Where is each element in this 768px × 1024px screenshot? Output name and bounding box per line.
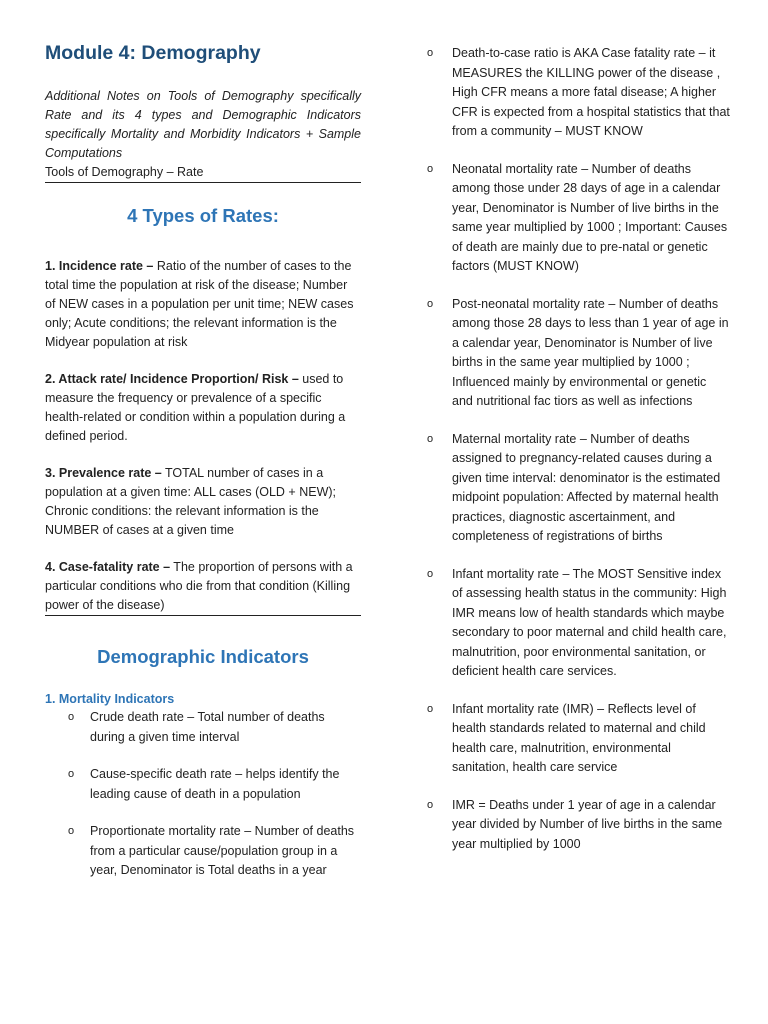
list-item-text: Post-neonatal mortality rate – Number of deaths among those 28 days to less than 1 year of age in a calendar year, Denominator is Number of live births in the same year multiplied by 1000 ; Influenced mainly by environmental or genetic and nutritional fac tiors as well as infections: [452, 296, 729, 408]
bullet-icon: o: [427, 702, 434, 715]
rate-term: 4. Case-fatality rate –: [45, 560, 171, 574]
rate-text: used to measure the frequency or prevalence of a specific health-related or condition within a population during a defined period.: [45, 372, 346, 443]
list-item: [420, 44, 730, 142]
list-item: [45, 708, 361, 747]
right-column: [420, 44, 730, 872]
rate-term: 1. Incidence rate –: [45, 259, 154, 273]
rates-list: [45, 257, 361, 616]
bullet-icon: o: [427, 432, 434, 445]
bullet-icon: o: [427, 798, 434, 811]
bullet-icon: o: [427, 567, 434, 580]
mortality-indicators-heading: 1. Mortality Indicators: [45, 692, 175, 706]
rate-text: Ratio of the number of cases to the total time the population at risk of the disease; Number of NEW cases in a population per unit time; NEW cases only; Acute conditions; the relevant information is the Midyear population at risk: [45, 259, 354, 349]
rate-term: 2. Attack rate/ Incidence Proportion/ Risk –: [45, 372, 299, 386]
bullet-icon: o: [68, 768, 75, 780]
mortality-list-right: [420, 44, 730, 854]
list-item-text: Cause-specific death rate – helps identify the leading cause of death in a population: [90, 767, 340, 801]
rate-case-fatality: [45, 558, 361, 616]
list-item-text: Maternal mortality rate – Number of deaths assigned to pregnancy-related causes during a given time interval: denominator is the estimated midpoint population: Affected by maternal health practices, diagnostic ascertainment, and completeness of registrations of births: [452, 431, 721, 543]
left-column: [45, 42, 361, 899]
rate-incidence: [45, 257, 361, 352]
module-title: Module 4: Demography: [45, 42, 261, 64]
tools-line: Tools of Demography – Rate: [45, 163, 361, 183]
bullet-icon: o: [68, 825, 75, 837]
list-item: [420, 430, 730, 547]
bullet-icon: o: [427, 162, 434, 175]
list-item: [420, 160, 730, 277]
rate-text: The proportion of persons with a particular conditions who die from that condition (Killing power of the disease): [45, 560, 353, 612]
mortality-list-left: [45, 708, 361, 881]
bullet-icon: o: [427, 297, 434, 310]
intro-paragraph: Additional Notes on Tools of Demography specifically Rate and its 4 types and Demographic Indicators specifically Mortality and Morbidity Indicators + Sample Computations: [45, 89, 361, 160]
list-item: [45, 822, 361, 881]
bullet-icon: o: [68, 711, 75, 723]
list-item-text: IMR = Deaths under 1 year of age in a calendar year divided by Number of live births in the same year multiplied by 1000: [452, 797, 723, 851]
list-item-text: Crude death rate – Total number of deaths during a given time interval: [90, 710, 325, 744]
list-item-text: Neonatal mortality rate – Number of deaths among those under 28 days of age in a calendar year, Denominator is Number of live births in the same year multiplied by 1000 ; Important: Causes of death are mainly due to pre-natal or genetic factors (MUST KNOW): [452, 161, 728, 273]
list-item: [420, 700, 730, 778]
rate-term: 3. Prevalence rate –: [45, 466, 162, 480]
bullet-icon: o: [427, 47, 434, 59]
rate-prevalence: [45, 464, 361, 540]
rate-attack: [45, 370, 361, 446]
list-item-text: Infant mortality rate – The MOST Sensitive index of assessing health status in the community: High IMR means low of health standards which maybe secondary to poor maternal and child health care, malnutrition, poor environmental sanitation, or deficient health care services.: [452, 566, 727, 678]
list-item: [420, 295, 730, 412]
list-item: [420, 796, 730, 855]
rate-text: TOTAL number of cases in a population at a given time: ALL cases (OLD + NEW); Chronic conditions: the relevant information is the NUMBER of cases at a given time: [45, 466, 336, 537]
rates-heading: 4 Types of Rates:: [127, 205, 279, 226]
list-item-text: Infant mortality rate (IMR) – Reflects level of health standards related to maternal and child health care, malnutrition, environmental sanitation, health care service: [452, 701, 706, 774]
list-item: [45, 765, 361, 804]
list-item-text: Proportionate mortality rate – Number of deaths from a particular cause/population group in a year, Denominator is Total deaths in a year: [90, 824, 355, 877]
list-item: [420, 565, 730, 682]
list-item-text: Death-to-case ratio is AKA Case fatality rate – it MEASURES the KILLING power of the disease , High CFR means a more fatal disease; A higher CFR is expected from a hospital statistics that that from a community – MUST KNOW: [452, 46, 730, 138]
demographic-indicators-heading: Demographic Indicators: [97, 646, 309, 667]
